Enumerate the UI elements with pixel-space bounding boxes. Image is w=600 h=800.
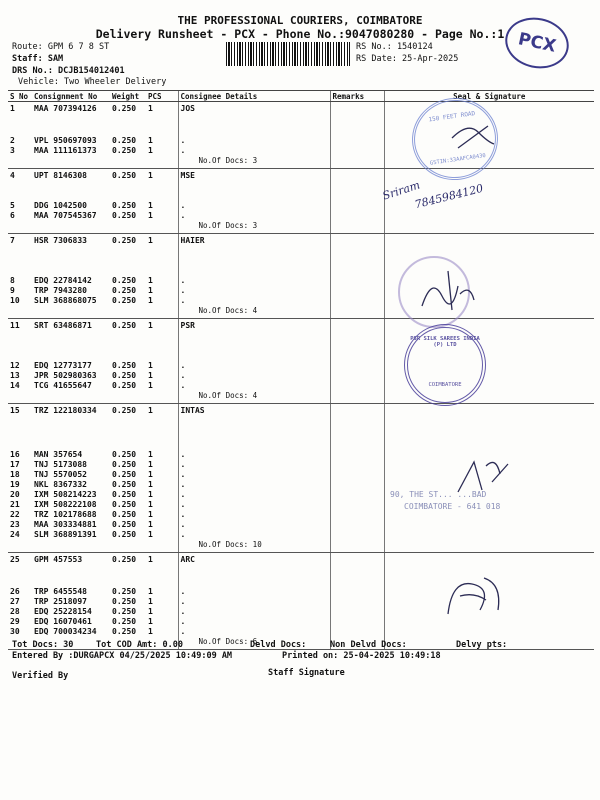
cell-pcs: 1 <box>148 480 153 489</box>
cell-sno: 11 <box>10 321 20 330</box>
col-pcs-cell <box>146 169 178 234</box>
row-spacer <box>112 246 144 276</box>
table-row <box>8 553 594 650</box>
consignee-dot: . <box>180 587 186 596</box>
cell-wt: 0.250 <box>112 136 137 145</box>
cell-pcs: 1 <box>148 286 153 295</box>
cell-pcs: 1 <box>148 171 153 180</box>
cell-pcs: 1 <box>148 201 153 210</box>
col-cno-cell <box>32 404 110 553</box>
consignee-name: HAIER <box>180 236 205 245</box>
non-delivered-docs: Non Delvd Docs: <box>330 640 407 650</box>
cell-sno: 12 <box>10 361 20 370</box>
cell-wt: 0.250 <box>112 361 137 370</box>
runsheet-table <box>8 90 594 650</box>
cell-sno: 8 <box>10 276 15 285</box>
row-spacer <box>181 416 328 450</box>
cell-sno: 16 <box>10 450 20 459</box>
cell-cno: EDQ 700034234 <box>34 627 97 636</box>
consignee-cell <box>178 553 330 650</box>
cell-wt: 0.250 <box>112 450 137 459</box>
table-row <box>8 169 594 234</box>
consignee-dot: . <box>180 286 186 295</box>
consignee-dot: . <box>180 450 186 459</box>
col-sno-cell <box>8 102 32 169</box>
consignee-dot: . <box>180 530 186 539</box>
cell-cno: GPM 457553 <box>34 555 83 564</box>
col-sno-cell <box>8 553 32 650</box>
cell-wt: 0.250 <box>112 555 137 564</box>
cell-cno: EDQ 12773177 <box>34 361 92 370</box>
col-cno-cell <box>32 169 110 234</box>
cell-pcs: 1 <box>148 136 153 145</box>
cell-cno: UPT 8146308 <box>34 171 87 180</box>
consignee-dot: . <box>180 201 186 210</box>
cell-wt: 0.250 <box>112 104 137 113</box>
cell-wt: 0.250 <box>112 470 137 479</box>
row-spacer <box>148 114 176 136</box>
delivery-points: Delvy pts: <box>456 640 508 650</box>
cell-cno: DDG 1042500 <box>34 201 87 210</box>
verified-by: Verified By <box>12 671 69 681</box>
delivered-docs: Delvd Docs: <box>250 640 307 650</box>
col-cno-cell <box>32 553 110 650</box>
col-pcs-cell <box>146 234 178 319</box>
cell-pcs: 1 <box>148 607 153 616</box>
cell-cno: TRZ 102178688 <box>34 510 97 519</box>
consignee-dot: . <box>180 470 186 479</box>
consignee-dot: . <box>180 520 186 529</box>
consignee-name: MSE <box>180 171 195 180</box>
cell-pcs: 1 <box>148 555 153 564</box>
printed-on: Printed on: 25-04-2025 10:49:18 <box>282 651 441 661</box>
consignee-name: PSR <box>180 321 195 330</box>
cell-pcs: 1 <box>148 587 153 596</box>
staff-signature-label: Staff Signature <box>268 668 345 678</box>
cell-cno: JPR 502980363 <box>34 371 97 380</box>
cell-pcs: 1 <box>148 460 153 469</box>
cell-wt: 0.250 <box>112 530 137 539</box>
remarks-cell <box>330 404 384 553</box>
no-of-docs: No.Of Docs: 3 <box>198 156 258 165</box>
row-spacer <box>181 246 328 276</box>
row-spacer <box>112 565 144 587</box>
cell-sno: 10 <box>10 296 20 305</box>
col-wt-cell <box>110 169 146 234</box>
drs-number: DRS No.: DCJB154012401 <box>12 66 125 76</box>
col-header-consignment: Consignment No <box>32 91 110 102</box>
cell-sno: 7 <box>10 236 15 245</box>
col-wt-cell <box>110 553 146 650</box>
col-sno-cell <box>8 169 32 234</box>
mse-phone: 7845984120 <box>413 181 485 212</box>
psr-stamp-city: COIMBATORE <box>428 382 462 388</box>
col-pcs-cell <box>146 319 178 404</box>
row-spacer <box>34 181 108 201</box>
row-spacer <box>34 331 108 361</box>
consignee-cell <box>178 404 330 553</box>
row-spacer <box>181 565 328 587</box>
cell-wt: 0.250 <box>112 296 137 305</box>
consignee-dot: . <box>180 211 186 220</box>
cell-sno: 29 <box>10 617 20 626</box>
col-header-remarks: Remarks <box>330 91 384 102</box>
cell-pcs: 1 <box>148 276 153 285</box>
cell-cno: TRP 7943280 <box>34 286 87 295</box>
no-of-docs: No.Of Docs: 6 <box>198 637 258 646</box>
remarks-cell <box>330 234 384 319</box>
cell-pcs: 1 <box>148 381 153 390</box>
col-pcs-cell <box>146 553 178 650</box>
cell-pcs: 1 <box>148 470 153 479</box>
cell-wt: 0.250 <box>112 480 137 489</box>
cell-wt: 0.250 <box>112 381 137 390</box>
consignee-cell <box>178 234 330 319</box>
intas-stamp-line1: 90, THE ST... ...BAD <box>390 490 487 499</box>
row-spacer <box>148 416 176 450</box>
intas-signature <box>452 452 512 500</box>
consignee-cell <box>178 102 330 169</box>
col-wt-cell <box>110 234 146 319</box>
cell-cno: EDQ 16070461 <box>34 617 92 626</box>
consignee-dot: . <box>180 617 186 626</box>
no-of-docs: No.Of Docs: 4 <box>198 306 258 315</box>
row-spacer <box>34 565 108 587</box>
remarks-cell <box>330 319 384 404</box>
cell-cno: IXM 508222108 <box>34 500 97 509</box>
route-label: Route: GPM 6 7 8 ST <box>12 42 110 52</box>
cell-wt: 0.250 <box>112 460 137 469</box>
remarks-cell <box>330 169 384 234</box>
cell-wt: 0.250 <box>112 201 137 210</box>
no-of-docs: No.Of Docs: 4 <box>198 391 258 400</box>
cell-pcs: 1 <box>148 406 153 415</box>
cell-sno: 14 <box>10 381 20 390</box>
cell-pcs: 1 <box>148 500 153 509</box>
consignee-name: ARC <box>180 555 195 564</box>
barcode-image <box>226 42 350 66</box>
col-header-weight: Weight <box>110 91 146 102</box>
consignee-dot: . <box>180 490 186 499</box>
consignee-name: JOS <box>180 104 195 113</box>
staff-label: Staff: SAM <box>12 54 64 64</box>
cell-wt: 0.250 <box>112 510 137 519</box>
consignee-dot: . <box>180 627 186 636</box>
arc-signature <box>440 570 506 620</box>
cell-pcs: 1 <box>148 510 153 519</box>
table-row <box>8 319 594 404</box>
cell-pcs: 1 <box>148 617 153 626</box>
no-of-docs: No.Of Docs: 10 <box>198 540 262 549</box>
cell-wt: 0.250 <box>112 607 137 616</box>
jos-stamp-text: 150 FEET ROAD <box>428 109 476 124</box>
cell-cno: HSR 7306833 <box>34 236 87 245</box>
row-spacer <box>148 181 176 201</box>
cell-cno: TNJ 5570052 <box>34 470 87 479</box>
cell-cno: MAA 303334881 <box>34 520 97 529</box>
consignee-cell <box>178 319 330 404</box>
rs-number: RS No.: 1540124 <box>356 42 433 52</box>
cell-sno: 26 <box>10 587 20 596</box>
col-header-sno: S No <box>8 91 32 102</box>
cell-wt: 0.250 <box>112 211 137 220</box>
cell-sno: 19 <box>10 480 20 489</box>
row-spacer <box>10 565 30 587</box>
cell-pcs: 1 <box>148 211 153 220</box>
cell-cno: NKL 8367332 <box>34 480 87 489</box>
cell-cno: VPL 950697093 <box>34 136 97 145</box>
cell-wt: 0.250 <box>112 597 137 606</box>
cell-wt: 0.250 <box>112 520 137 529</box>
runsheet-subtitle: Delivery Runsheet - PCX - Phone No.:9047080280 - Page No.:1 <box>95 27 505 41</box>
cell-sno: 22 <box>10 510 20 519</box>
no-of-docs: No.Of Docs: 3 <box>198 221 258 230</box>
cell-sno: 24 <box>10 530 20 539</box>
consignee-dot: . <box>180 510 186 519</box>
cell-sno: 23 <box>10 520 20 529</box>
cell-pcs: 1 <box>148 361 153 370</box>
row-spacer <box>112 416 144 450</box>
consignee-dot: . <box>180 371 186 380</box>
cell-sno: 30 <box>10 627 20 636</box>
psr-seal-stamp <box>404 324 486 406</box>
cell-sno: 20 <box>10 490 20 499</box>
row-spacer <box>10 114 30 136</box>
col-header-pcs: PCS <box>146 91 178 102</box>
row-spacer <box>181 114 328 136</box>
jos-signature <box>448 118 498 154</box>
cell-pcs: 1 <box>148 104 153 113</box>
consignee-dot: . <box>180 597 186 606</box>
cell-wt: 0.250 <box>112 500 137 509</box>
row-spacer <box>112 114 144 136</box>
cell-cno: EDQ 25228154 <box>34 607 92 616</box>
cell-pcs: 1 <box>148 597 153 606</box>
consignee-dot: . <box>180 361 186 370</box>
cell-sno: 17 <box>10 460 20 469</box>
col-sno-cell <box>8 404 32 553</box>
cell-sno: 27 <box>10 597 20 606</box>
cell-wt: 0.250 <box>112 171 137 180</box>
cell-sno: 5 <box>10 201 15 210</box>
cell-wt: 0.250 <box>112 627 137 636</box>
jos-stamp-gst: GSTIN:33AAFCA0430 <box>429 152 487 167</box>
row-spacer <box>148 246 176 276</box>
cell-cno: IXM 508214223 <box>34 490 97 499</box>
cell-wt: 0.250 <box>112 286 137 295</box>
cell-cno: EDQ 22784142 <box>34 276 92 285</box>
cell-cno: MAN 357654 <box>34 450 83 459</box>
cell-wt: 0.250 <box>112 617 137 626</box>
cell-cno: TNJ 5173088 <box>34 460 87 469</box>
table-row <box>8 102 594 169</box>
intas-stamp-line2: COIMBATORE - 641 018 <box>404 502 501 511</box>
table-header-row <box>8 91 594 102</box>
cell-pcs: 1 <box>148 627 153 636</box>
row-spacer <box>34 114 108 136</box>
rs-date: RS Date: 25-Apr-2025 <box>356 54 459 64</box>
col-pcs-cell <box>146 404 178 553</box>
remarks-cell <box>330 102 384 169</box>
consignee-dot: . <box>180 500 186 509</box>
row-spacer <box>10 331 30 361</box>
row-spacer <box>10 416 30 450</box>
cell-wt: 0.250 <box>112 490 137 499</box>
total-cod: Tot COD Amt: 0.00 <box>96 640 183 650</box>
haier-signature <box>418 266 478 316</box>
consignee-dot: . <box>180 296 186 305</box>
cell-pcs: 1 <box>148 371 153 380</box>
cell-sno: 15 <box>10 406 20 415</box>
row-spacer <box>34 246 108 276</box>
cell-wt: 0.250 <box>112 276 137 285</box>
cell-wt: 0.250 <box>112 236 137 245</box>
cell-pcs: 1 <box>148 146 153 155</box>
consignee-dot: . <box>180 460 186 469</box>
cell-cno: TRZ 122180334 <box>34 406 97 415</box>
consignee-dot: . <box>180 146 186 155</box>
cell-sno: 25 <box>10 555 20 564</box>
col-header-seal: Seal & Signature <box>384 91 594 102</box>
cell-sno: 2 <box>10 136 15 145</box>
total-docs: Tot Docs: 30 <box>12 640 74 650</box>
vehicle-label: Vehicle: Two Wheeler Delivery <box>18 77 167 87</box>
psr-stamp-text: PSR SILK SAREES INDIA (P) LTD <box>410 336 480 348</box>
cell-pcs: 1 <box>148 236 153 245</box>
col-cno-cell <box>32 319 110 404</box>
cell-sno: 3 <box>10 146 15 155</box>
cell-pcs: 1 <box>148 321 153 330</box>
cell-cno: TRP 2518097 <box>34 597 87 606</box>
cell-cno: TCG 41655647 <box>34 381 92 390</box>
cell-cno: MAA 111161373 <box>34 146 97 155</box>
cell-wt: 0.250 <box>112 321 137 330</box>
pcx-stamp: PCX <box>501 12 574 74</box>
col-cno-cell <box>32 234 110 319</box>
consignee-dot: . <box>180 136 186 145</box>
consignee-dot: . <box>180 480 186 489</box>
cell-cno: SRT 63486871 <box>34 321 92 330</box>
table-row <box>8 234 594 319</box>
cell-pcs: 1 <box>148 520 153 529</box>
row-spacer <box>148 565 176 587</box>
row-spacer <box>10 181 30 201</box>
cell-cno: SLM 368868075 <box>34 296 97 305</box>
row-spacer <box>181 331 328 361</box>
cell-sno: 28 <box>10 607 20 616</box>
cell-cno: MAA 707545367 <box>34 211 97 220</box>
col-wt-cell <box>110 319 146 404</box>
cell-sno: 13 <box>10 371 20 380</box>
col-header-consignee: Consignee Details <box>178 91 330 102</box>
row-spacer <box>34 416 108 450</box>
consignee-cell <box>178 169 330 234</box>
col-pcs-cell <box>146 102 178 169</box>
consignee-dot: . <box>180 381 186 390</box>
cell-sno: 9 <box>10 286 15 295</box>
cell-sno: 6 <box>10 211 15 220</box>
company-title: THE PROFESSIONAL COURIERS, COIMBATORE <box>177 14 423 27</box>
cell-wt: 0.250 <box>112 371 137 380</box>
col-cno-cell <box>32 102 110 169</box>
col-sno-cell <box>8 319 32 404</box>
col-wt-cell <box>110 404 146 553</box>
col-wt-cell <box>110 102 146 169</box>
row-spacer <box>112 331 144 361</box>
consignee-name: INTAS <box>180 406 205 415</box>
cell-pcs: 1 <box>148 530 153 539</box>
cell-sno: 4 <box>10 171 15 180</box>
cell-cno: TRP 6455548 <box>34 587 87 596</box>
cell-sno: 21 <box>10 500 20 509</box>
cell-wt: 0.250 <box>112 146 137 155</box>
row-spacer <box>148 331 176 361</box>
cell-sno: 18 <box>10 470 20 479</box>
entered-by: Entered By :DURGAPCX 04/25/2025 10:49:09 AM <box>12 651 233 661</box>
row-spacer <box>181 181 328 201</box>
consignee-dot: . <box>180 607 186 616</box>
cell-pcs: 1 <box>148 296 153 305</box>
cell-sno: 1 <box>10 104 15 113</box>
cell-cno: SLM 368891391 <box>34 530 97 539</box>
col-sno-cell <box>8 234 32 319</box>
cell-cno: MAA 707394126 <box>34 104 97 113</box>
cell-wt: 0.250 <box>112 406 137 415</box>
row-spacer <box>112 181 144 201</box>
mse-signature: Sriram <box>380 178 422 203</box>
consignee-dot: . <box>180 276 186 285</box>
cell-pcs: 1 <box>148 450 153 459</box>
row-spacer <box>10 246 30 276</box>
cell-wt: 0.250 <box>112 587 137 596</box>
remarks-cell <box>330 553 384 650</box>
cell-pcs: 1 <box>148 490 153 499</box>
